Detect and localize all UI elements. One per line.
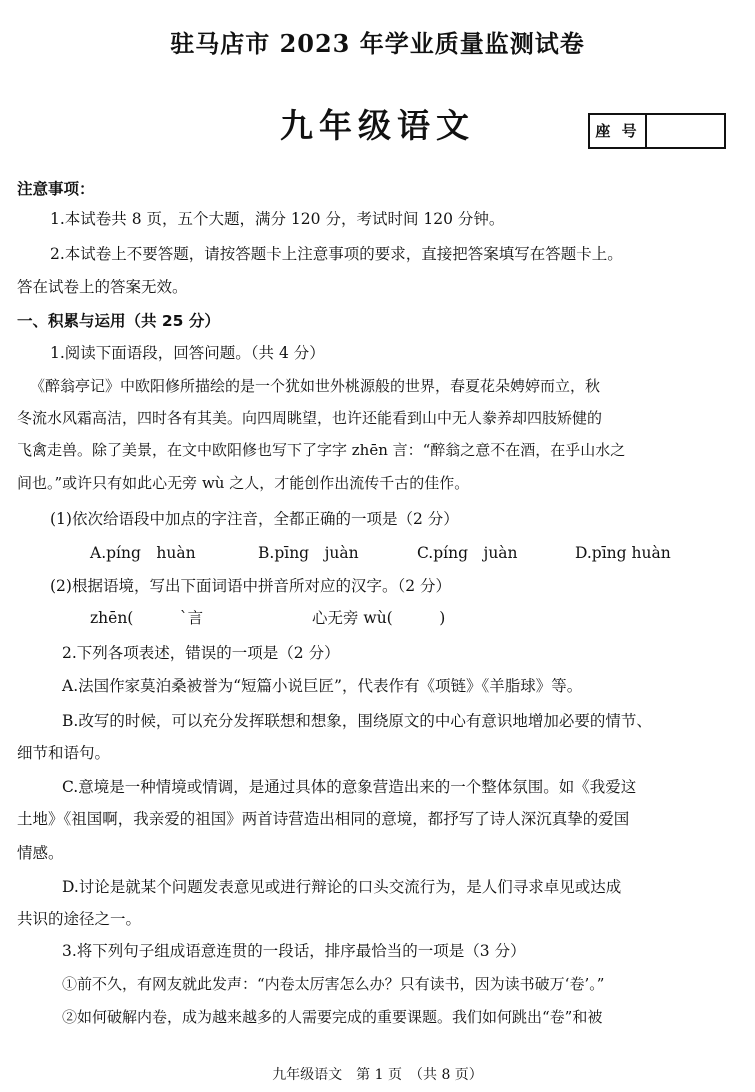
notice-item-2-cont: 答在试卷上的答案无效。 <box>17 278 188 296</box>
q2-option-d-cont: 共识的途径之一。 <box>17 910 142 928</box>
q2-option-c-cont-1: 土地》《祖国啊，我亲爱的祖国》两首诗营造出相同的意境，都抒写了诗人深沉真挚的爱国 <box>17 810 630 828</box>
q1-fill-b: 心无旁 wù( ) <box>312 609 446 627</box>
q3-sentence-2: ②如何破解内卷，成为越来越多的人需要完成的重要课题。我们如何跳出“卷”和被 <box>62 1008 603 1026</box>
q2-option-c-cont-2: 情感。 <box>17 844 64 862</box>
seat-number-label: 座 号 <box>590 115 647 147</box>
q1-sub2: (2)根据语境，写出下面词语中拼音所对应的汉字。（2 分） <box>50 577 451 595</box>
exam-title: 驻马店市 2023 年学业质量监测试卷 <box>170 29 585 58</box>
q1-sub1: (1)依次给语段中加点的字注音，全都正确的一项是（2 分） <box>50 510 459 528</box>
q1-passage-line-1: 《醉翁亭记》中欧阳修所描绘的是一个犹如世外桃源般的世界，春夏花朵娉婷而立，秋 <box>30 377 601 395</box>
q2-option-a: A.法国作家莫泊桑被誉为“短篇小说巨匠”，代表作有《项链》《羊脂球》等。 <box>62 677 583 695</box>
notice-heading: 注意事项： <box>17 180 95 198</box>
q1-option-d: D.pīng huàn <box>575 544 671 562</box>
seat-number-field <box>647 115 724 147</box>
section-1-heading: 一、积累与运用（共 25 分） <box>17 312 220 330</box>
q1-option-b: B.pīng juàn <box>258 544 359 562</box>
seat-number-box <box>588 113 726 149</box>
exam-subtitle: 九年级语文 <box>280 106 475 145</box>
page-footer: 九年级语文 第 1 页 （共 8 页） <box>272 1067 483 1083</box>
q3-stem: 3.将下列句子组成语意连贯的一段话，排序最恰当的一项是（3 分） <box>62 942 526 960</box>
q1-passage-line-3: 飞禽走兽。除了美景，在文中欧阳修也写下了字字 zhēn 言：“醉翁之意不在酒，在乎山水之 <box>17 441 626 459</box>
q2-stem: 2.下列各项表述，错误的一项是（2 分） <box>62 644 340 662</box>
q2-option-d: D.讨论是就某个问题发表意见或进行辩论的口头交流行为，是人们寻求卓见或达成 <box>62 878 622 896</box>
notice-item-2: 2.本试卷上不要答题，请按答题卡上注意事项的要求，直接把答案填写在答题卡上。 <box>50 245 623 263</box>
q2-option-b-cont: 细节和语句。 <box>17 744 111 762</box>
q1-option-a: A.píng huàn <box>90 544 196 562</box>
q1-stem: 1.阅读下面语段，回答问题。（共 4 分） <box>50 344 325 362</box>
q1-passage-line-2: 冬流水风霜高洁，四时各有其美。向四周眺望，也许还能看到山中无人豢养却四肢矫健的 <box>17 409 603 427</box>
q1-option-c: C.píng juàn <box>417 544 518 562</box>
q2-option-c: C.意境是一种情境或情调，是通过具体的意象营造出来的一个整体氛围。如《我爱这 <box>62 778 637 796</box>
q2-option-b: B.改写的时候，可以充分发挥联想和想象，围绕原文的中心有意识地增加必要的情节、 <box>62 712 652 730</box>
q3-sentence-1: ①前不久，有网友就此发声：“内卷太厉害怎么办？只有读书，因为读书破万‘卷’。” <box>62 975 605 993</box>
q1-fill-a: zhēn( `言 <box>90 609 204 627</box>
notice-item-1: 1.本试卷共 8 页，五个大题，满分 120 分，考试时间 120 分钟。 <box>50 210 505 228</box>
q1-passage-line-4: 间也。”或许只有如此心无旁 wù 之人，才能创作出流传千古的佳作。 <box>17 474 470 492</box>
